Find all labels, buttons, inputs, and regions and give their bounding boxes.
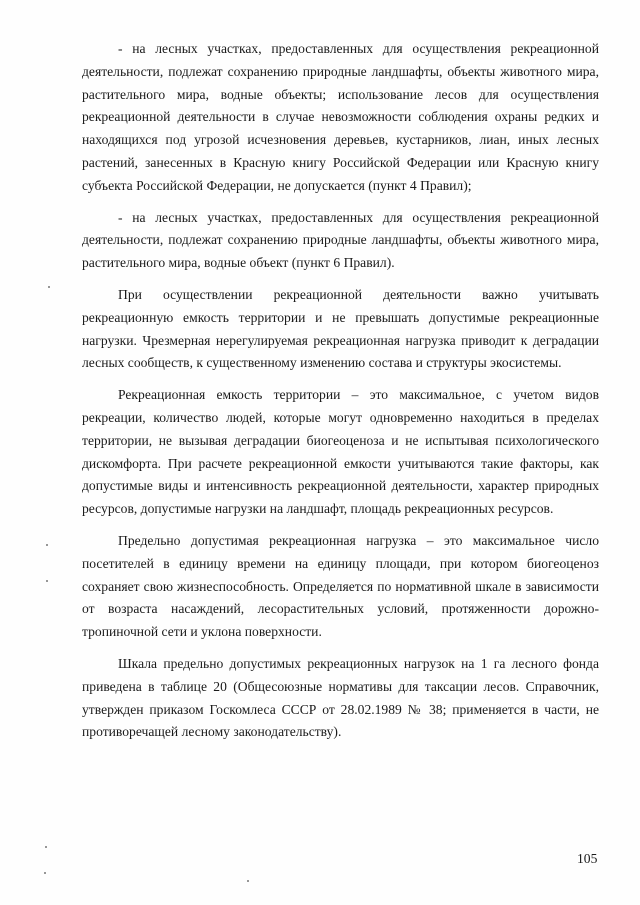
scan-speck: [46, 544, 48, 546]
paragraph-recreation-capacity-definition: Рекреационная емкость территории – это максимальное, с учетом видов рекреации, количество людей, которые могут одновременно находиться в пределах территории, не вызывая деградации биогеоценоза и не испытывая психологического дискомфорта. При расчете рекреационной емкости учитываются такие факторы, как допустимые виды и интенсивность рекреационной деятельности, характер природных ресурсов, допустимые нагрузки на ландшафт, площадь рекреационных ресурсов.: [82, 387, 599, 517]
paragraph-max-load-definition: Предельно допустимая рекреационная нагрузка – это максимальное число посетителей в единицу времени на единицу площади, при котором биогеоценоз сохраняет свою жизнеспособность. Определяется по нормативной шкале в зависимости от возраста насаждений, лесорастительных условий, протяженности дорожно-тропиночной сети и уклона поверхности.: [82, 532, 599, 640]
paragraph-bullet-1: - на лесных участках, предоставленных для осуществления рекреационной деятельности, подлежат сохранению природные ландшафты, объекты животного мира, растительного мира, водные объекты; использование лесов для осуществления рекреационной деятельности в случае невозможности соблюдения охраны редких и находящихся под угрозой исчезновения деревьев, кустарников, лиан, иных лесных растений, занесенных в Красную книгу Российской Федерации или Красную книгу субъекта Российской Федерации, не допускается (пункт 4 Правил);: [82, 41, 599, 193]
paragraph-bullet-2: - на лесных участках, предоставленных для осуществления рекреационной деятельности, подлежат сохранению природные ландшафты, объекты животного мира, растительного мира, водные объект (пункт 6 Правил).: [82, 209, 599, 271]
scan-speck: [44, 872, 46, 874]
paragraph-load-scale-reference: Шкала предельно допустимых рекреационных нагрузок на 1 га лесного фонда приведена в таблице 20 (Общесоюзные нормативы для таксации лесов. Справочник, утвержден приказом Госкомлеса СССР от 28.02.1989 № 38; применяется в части, не противоречащей лесному законодательству).: [82, 655, 599, 740]
scan-speck: [45, 846, 47, 848]
scan-speck: [247, 880, 249, 882]
scan-speck: [46, 580, 48, 582]
body-text: [82, 38, 599, 744]
paragraph-recreation-capacity-intro: При осуществлении рекреационной деятельности важно учитывать рекреационную емкость территории и не превышать допустимые рекреационные нагрузки. Чрезмерная нерегулируемая рекреационная нагрузка приводит к деградации лесных сообществ, к существенному изменению состава и структуры экосистемы.: [82, 286, 599, 371]
page-number: 105: [577, 851, 598, 866]
scan-speck: [48, 286, 50, 288]
